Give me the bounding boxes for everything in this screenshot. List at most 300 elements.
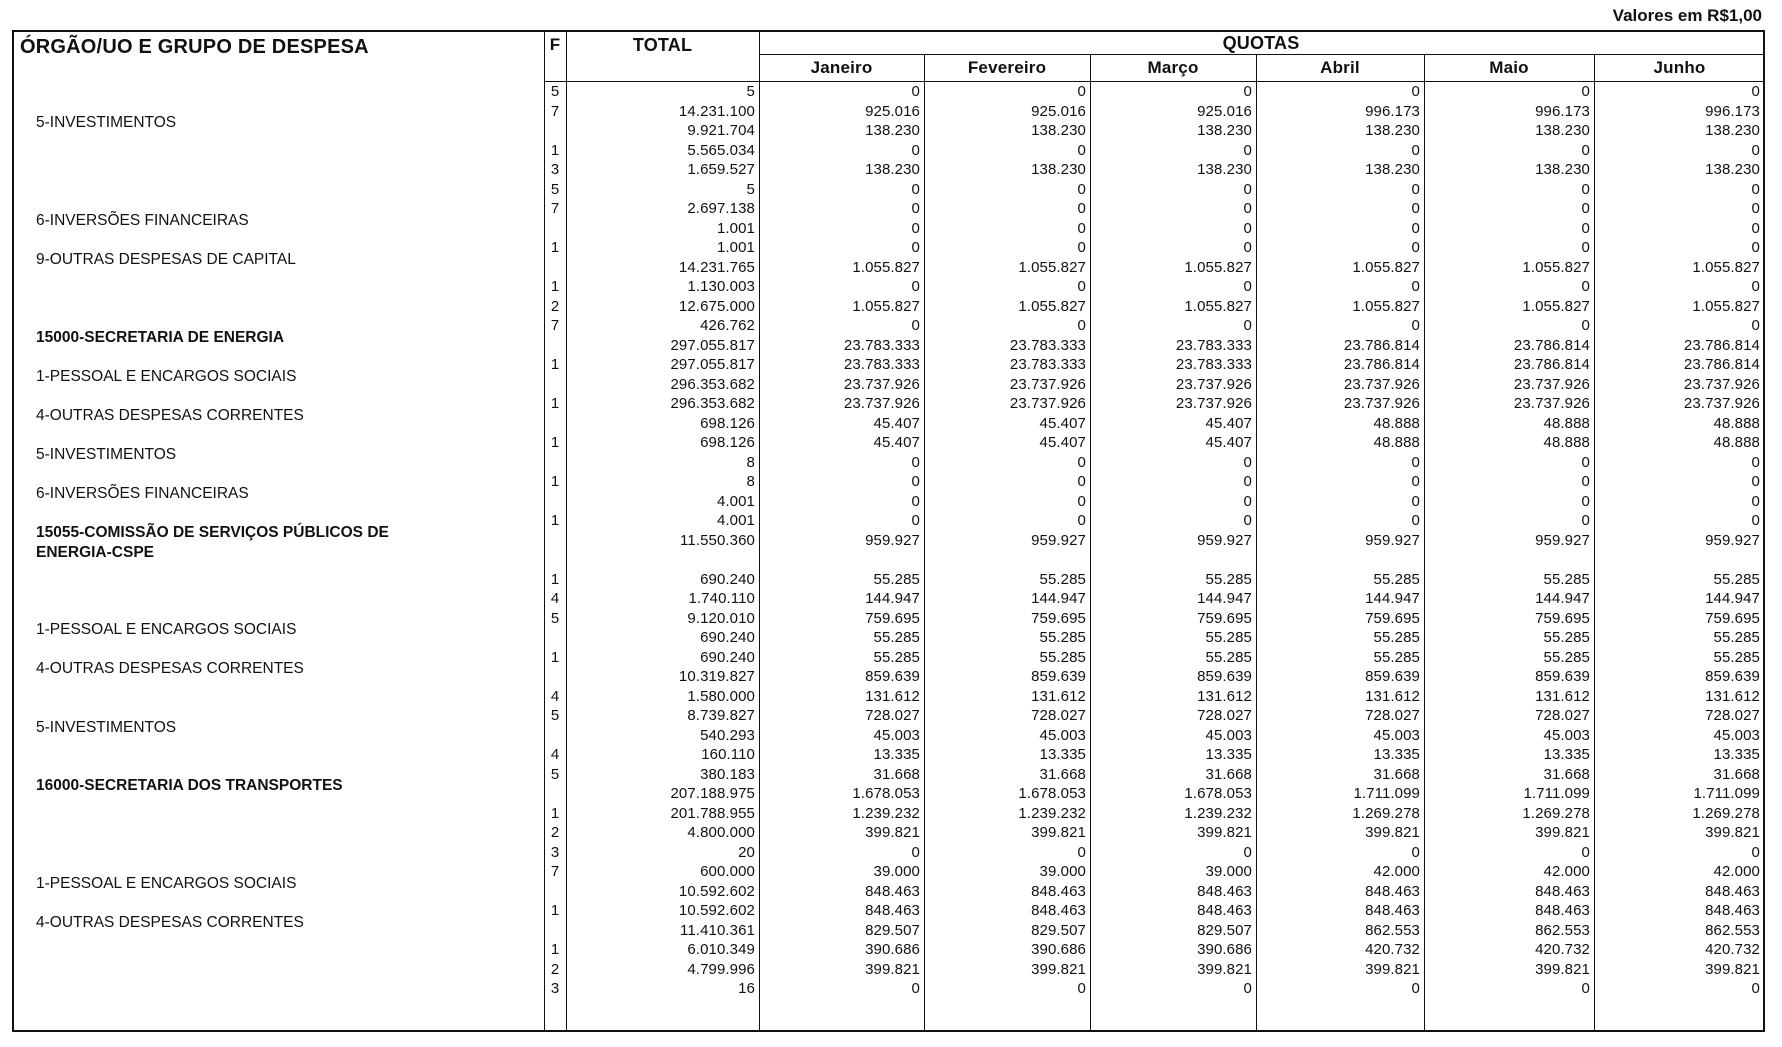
quota-cell: 848.463 (1705, 902, 1760, 919)
quota-cell: 144.947 (1705, 590, 1760, 607)
quota-cell: 55.285 (873, 648, 920, 666)
quota-cell: 829.507 (865, 921, 920, 939)
quota-cell: 0 (1751, 473, 1760, 490)
total-cell: 6.010.349 (687, 941, 755, 958)
header-janeiro: Janeiro (810, 58, 873, 77)
quota-cell: 848.463 (1705, 882, 1760, 900)
quota-cell: 138.230 (865, 122, 920, 139)
total-cell: 2.697.138 (687, 200, 755, 217)
quota-cell: 144.947 (865, 590, 920, 607)
quota-cell: 728.027 (1031, 707, 1086, 724)
total-cell: 10.592.602 (678, 882, 755, 900)
total-cell: 5 (746, 83, 755, 100)
quota-cell: 0 (1411, 492, 1420, 510)
quota-cell: 399.821 (865, 824, 920, 841)
total-cell: 12.675.000 (678, 297, 755, 315)
quota-cell: 0 (911, 473, 920, 490)
quota-cell: 55.285 (1205, 570, 1252, 588)
quota-cell: 131.612 (1705, 687, 1760, 705)
quota-cell: 0 (1751, 980, 1760, 997)
quota-cell: 0 (1411, 141, 1420, 159)
quota-cell: 728.027 (865, 707, 920, 724)
quota-cell: 55.285 (873, 629, 920, 646)
fonte-cell: 4 (550, 687, 560, 705)
quota-cell: 45.407 (1039, 434, 1086, 451)
fonte-cell: 1 (550, 434, 560, 451)
quota-cell: 55.285 (1713, 629, 1760, 646)
quota-cell: 55.285 (1373, 648, 1420, 666)
quota-cell: 23.737.926 (1513, 395, 1590, 412)
units-note: Valores em R$1,00 (1612, 6, 1762, 25)
quota-cell: 23.737.926 (1009, 375, 1086, 393)
quota-cell: 23.737.926 (1343, 375, 1420, 393)
quota-cell: 959.927 (1535, 531, 1590, 549)
quota-cell: 1.055.827 (1352, 258, 1420, 276)
quota-cell: 0 (1411, 843, 1420, 861)
quota-cell: 0 (1581, 317, 1590, 334)
quota-cell: 1.678.053 (852, 785, 920, 802)
quota-cell: 138.230 (1031, 161, 1086, 178)
quota-cell: 23.783.333 (1175, 336, 1252, 354)
quota-cell: 0 (1243, 317, 1252, 334)
quota-cell: 55.285 (1373, 570, 1420, 588)
quota-cell: 138.230 (1535, 122, 1590, 139)
quota-cell: 131.612 (1197, 687, 1252, 705)
quota-cell: 0 (1751, 453, 1760, 471)
quota-cell: 48.888 (1543, 414, 1590, 432)
quota-cell: 728.027 (1365, 707, 1420, 724)
row-label: 15000-SECRETARIA DE ENERGIA (36, 328, 285, 346)
quota-cell: 48.888 (1713, 434, 1760, 451)
total-cell: 1.659.527 (687, 161, 755, 178)
quota-cell: 0 (1751, 141, 1760, 159)
quota-cell: 131.612 (1535, 687, 1590, 705)
quota-cell: 859.639 (1705, 668, 1760, 685)
quota-cell: 848.463 (1197, 882, 1252, 900)
col-divider-fevereiro (924, 54, 925, 1030)
quota-cell: 0 (911, 843, 920, 861)
fonte-cell: 5 (550, 609, 560, 627)
total-cell: 9.921.704 (687, 122, 755, 139)
quota-cell: 862.553 (1535, 921, 1590, 939)
quota-cell: 0 (911, 239, 920, 256)
quota-cell: 728.027 (1705, 707, 1760, 724)
quota-cell: 144.947 (1535, 590, 1590, 607)
fonte-cell: 1 (550, 356, 560, 373)
quota-cell: 925.016 (865, 102, 920, 120)
quota-cell: 138.230 (1365, 161, 1420, 178)
quota-cell: 23.786.814 (1683, 336, 1760, 354)
quota-cell: 55.285 (1713, 570, 1760, 588)
quota-cell: 0 (1411, 180, 1420, 198)
quota-cell: 1.269.278 (1522, 804, 1590, 822)
quota-cell: 23.737.926 (1175, 375, 1252, 393)
quota-cell: 23.786.814 (1343, 356, 1420, 373)
quota-cell: 0 (1581, 278, 1590, 295)
quota-cell: 42.000 (1713, 863, 1760, 880)
quota-cell: 390.686 (865, 941, 920, 958)
quota-cell: 0 (1243, 980, 1252, 997)
col-divider-maio (1424, 54, 1425, 1030)
quota-cell: 0 (911, 200, 920, 217)
quota-cell: 23.786.814 (1343, 336, 1420, 354)
quota-cell: 31.668 (873, 765, 920, 783)
quota-cell: 39.000 (1205, 863, 1252, 880)
quota-cell: 0 (1243, 141, 1252, 159)
total-cell: 5.565.034 (687, 141, 755, 159)
total-cell: 14.231.100 (678, 102, 755, 120)
quota-cell: 1.055.827 (1184, 297, 1252, 315)
quota-cell: 0 (1411, 219, 1420, 237)
quota-cell: 1.239.232 (852, 804, 920, 822)
quota-cell: 0 (1077, 492, 1086, 510)
quota-cell: 0 (911, 492, 920, 510)
quota-cell: 45.407 (1205, 434, 1252, 451)
fonte-cell: 1 (550, 512, 560, 529)
quota-cell: 925.016 (1197, 102, 1252, 120)
quota-cell: 23.737.926 (1343, 395, 1420, 412)
quota-cell: 138.230 (1535, 161, 1590, 178)
quota-cell: 996.173 (1365, 102, 1420, 120)
quota-cell: 859.639 (1365, 668, 1420, 685)
quota-cell: 829.507 (1031, 921, 1086, 939)
quota-cell: 144.947 (1031, 590, 1086, 607)
quota-cell: 0 (1751, 180, 1760, 198)
quota-cell: 0 (911, 453, 920, 471)
col-divider-f (544, 32, 545, 1030)
quota-cell: 31.668 (1205, 765, 1252, 783)
total-cell: 11.410.361 (680, 921, 755, 939)
quota-cell: 399.821 (1705, 824, 1760, 841)
quota-cell: 0 (1243, 200, 1252, 217)
quota-cell: 959.927 (1197, 531, 1252, 549)
quota-cell: 55.285 (1039, 648, 1086, 666)
row-label: 5-INVESTIMENTOS (36, 445, 177, 463)
quota-cell: 0 (1077, 453, 1086, 471)
quota-cell: 55.285 (1543, 570, 1590, 588)
quota-cell: 859.639 (1031, 668, 1086, 685)
quota-cell: 55.285 (1205, 648, 1252, 666)
quota-cell: 399.821 (865, 960, 920, 978)
quota-cell: 13.335 (1373, 746, 1420, 763)
quota-cell: 959.927 (865, 531, 920, 549)
quota-cell: 45.407 (873, 434, 920, 451)
row-label: 4-OUTRAS DESPESAS CORRENTES (36, 913, 304, 931)
quota-cell: 848.463 (1365, 902, 1420, 919)
fonte-cell: 1 (550, 141, 560, 159)
quota-cell: 0 (1751, 317, 1760, 334)
quota-cell: 1.055.827 (1522, 258, 1590, 276)
quota-cell: 0 (1751, 843, 1760, 861)
fonte-cell: 1 (550, 941, 560, 958)
quota-cell: 45.003 (1205, 726, 1252, 744)
total-cell: 1.580.000 (687, 687, 755, 705)
quota-cell: 399.821 (1705, 960, 1760, 978)
row-label: 6-INVERSÕES FINANCEIRAS (36, 484, 249, 502)
quota-cell: 39.000 (873, 863, 920, 880)
fonte-cell: 7 (550, 102, 560, 120)
total-cell: 426.762 (700, 317, 755, 334)
quota-cell: 848.463 (1031, 882, 1086, 900)
quota-cell: 1.711.099 (1523, 785, 1590, 802)
total-cell: 10.592.602 (678, 902, 755, 919)
quota-cell: 0 (1077, 219, 1086, 237)
quota-cell: 0 (1243, 453, 1252, 471)
header-total: TOTAL (632, 35, 693, 55)
fonte-cell: 2 (550, 824, 560, 841)
quota-cell: 0 (1077, 843, 1086, 861)
fonte-cell: 1 (550, 648, 560, 666)
quota-cell: 1.055.827 (1522, 297, 1590, 315)
quota-cell: 390.686 (1197, 941, 1252, 958)
total-cell: 8 (746, 473, 755, 490)
quota-cell: 859.639 (865, 668, 920, 685)
total-cell: 1.001 (716, 239, 755, 256)
quota-cell: 0 (1243, 219, 1252, 237)
quota-cell: 138.230 (1705, 122, 1760, 139)
quota-cell: 0 (1581, 980, 1590, 997)
total-cell: 11.550.360 (680, 531, 755, 549)
quota-cell: 45.003 (873, 726, 920, 744)
quota-cell: 0 (1077, 317, 1086, 334)
quota-cell: 144.947 (1365, 590, 1420, 607)
quota-cell: 1.269.278 (1352, 804, 1420, 822)
quota-cell: 0 (1411, 473, 1420, 490)
total-cell: 296.353.682 (670, 395, 755, 412)
quota-cell: 0 (911, 180, 920, 198)
quota-cell: 42.000 (1373, 863, 1420, 880)
total-cell: 690.240 (700, 648, 755, 666)
fonte-cell: 1 (550, 570, 560, 588)
quota-cell: 1.239.232 (1018, 804, 1086, 822)
quota-cell: 1.055.827 (1184, 258, 1252, 276)
quota-cell: 23.783.333 (1009, 336, 1086, 354)
col-divider-janeiro (759, 32, 760, 1030)
quota-cell: 0 (1243, 492, 1252, 510)
fonte-cell: 5 (550, 707, 560, 724)
quota-cell: 0 (1751, 239, 1760, 256)
quota-cell: 0 (1751, 512, 1760, 529)
quota-cell: 848.463 (865, 902, 920, 919)
quota-cell: 144.947 (1197, 590, 1252, 607)
quota-cell: 23.783.333 (1009, 356, 1086, 373)
quota-cell: 23.737.926 (1513, 375, 1590, 393)
total-cell: 1.001 (716, 219, 755, 237)
quota-cell: 0 (1581, 473, 1590, 490)
quota-cell: 13.335 (873, 746, 920, 763)
total-cell: 14.231.765 (678, 258, 755, 276)
quota-cell: 420.732 (1705, 941, 1760, 958)
quota-cell: 0 (911, 512, 920, 529)
quota-cell: 0 (1077, 239, 1086, 256)
quota-cell: 23.737.926 (1175, 395, 1252, 412)
quota-cell: 23.783.333 (843, 336, 920, 354)
quota-cell: 0 (1243, 180, 1252, 198)
quota-cell: 859.639 (1535, 668, 1590, 685)
quota-cell: 45.003 (1543, 726, 1590, 744)
quota-cell: 0 (1581, 453, 1590, 471)
fonte-cell: 1 (550, 278, 560, 295)
quota-cell: 848.463 (1535, 882, 1590, 900)
quota-cell: 31.668 (1039, 765, 1086, 783)
total-cell: 9.120.010 (687, 609, 755, 627)
quota-cell: 39.000 (1039, 863, 1086, 880)
quota-cell: 0 (1243, 473, 1252, 490)
quota-cell: 0 (1751, 219, 1760, 237)
quota-cell: 0 (1581, 843, 1590, 861)
total-cell: 1.740.110 (688, 590, 755, 607)
row-label: 15055-COMISSÃO DE SERVIÇOS PÚBLICOS DE ENERGIA-CSPE (36, 523, 389, 561)
total-cell: 4.800.000 (687, 824, 755, 841)
quota-cell: 0 (1077, 200, 1086, 217)
fonte-cell: 7 (550, 863, 560, 880)
quota-cell: 23.737.926 (843, 375, 920, 393)
fonte-cell: 3 (550, 980, 560, 997)
row-label: 1-PESSOAL E ENCARGOS SOCIAIS (36, 621, 297, 638)
quota-cell: 759.695 (1365, 609, 1420, 627)
quota-cell: 390.686 (1031, 941, 1086, 958)
quota-cell: 399.821 (1197, 960, 1252, 978)
total-cell: 8.739.827 (687, 707, 755, 724)
total-cell: 16 (738, 980, 755, 997)
row-label: 4-OUTRAS DESPESAS CORRENTES (36, 406, 304, 424)
quota-cell: 759.695 (1535, 609, 1590, 627)
col-divider-total (566, 32, 567, 1030)
total-cell: 207.188.975 (670, 785, 755, 802)
total-cell: 600.000 (700, 863, 755, 880)
quota-cell: 55.285 (1543, 629, 1590, 646)
quota-cell: 1.711.099 (1693, 785, 1760, 802)
total-cell: 1.130.003 (687, 278, 755, 295)
budget-table (12, 30, 1765, 1032)
quota-cell: 48.888 (1543, 434, 1590, 451)
quota-cell: 0 (1751, 492, 1760, 510)
quota-cell: 399.821 (1197, 824, 1252, 841)
quota-cell: 138.230 (1705, 161, 1760, 178)
quota-cell: 0 (1243, 843, 1252, 861)
quota-cell: 45.003 (1373, 726, 1420, 744)
row-label: 16000-SECRETARIA DOS TRANSPORTES (36, 777, 343, 794)
quota-cell: 0 (1077, 278, 1086, 295)
quota-cell: 420.732 (1535, 941, 1590, 958)
row-label: 1-PESSOAL E ENCARGOS SOCIAIS (36, 367, 297, 385)
total-cell: 10.319.827 (678, 668, 755, 685)
header-f: F (549, 35, 561, 54)
quota-cell: 848.463 (1535, 902, 1590, 919)
quota-cell: 0 (1411, 278, 1420, 295)
quota-cell: 1.055.827 (1692, 297, 1760, 315)
quota-cell: 1.055.827 (1018, 297, 1086, 315)
quota-cell: 859.639 (1197, 668, 1252, 685)
quota-cell: 48.888 (1373, 414, 1420, 432)
quota-cell: 138.230 (1197, 122, 1252, 139)
header-quotas: QUOTAS (1222, 33, 1300, 53)
quota-cell: 1.678.053 (1018, 785, 1086, 802)
quota-cell: 23.737.926 (1683, 375, 1760, 393)
header-abril: Abril (1320, 58, 1360, 77)
quota-cell: 759.695 (1705, 609, 1760, 627)
quota-cell: 0 (911, 219, 920, 237)
quota-cell: 23.737.926 (1683, 395, 1760, 412)
quota-cell: 0 (1077, 473, 1086, 490)
col-divider-marco (1090, 54, 1091, 1030)
quota-cell: 42.000 (1543, 863, 1590, 880)
quota-cell: 399.821 (1031, 960, 1086, 978)
quota-cell: 399.821 (1535, 824, 1590, 841)
header-maio: Maio (1489, 58, 1529, 77)
quota-cell: 23.783.333 (843, 356, 920, 373)
total-cell: 20 (738, 843, 755, 861)
fonte-cell: 5 (550, 83, 560, 100)
quota-cell: 728.027 (1535, 707, 1590, 724)
row-label: 9-OUTRAS DESPESAS DE CAPITAL (36, 250, 296, 268)
quota-cell: 829.507 (1197, 921, 1252, 939)
quota-cell: 0 (1411, 512, 1420, 529)
total-cell: 698.126 (700, 414, 755, 432)
quota-cell: 23.737.926 (1009, 395, 1086, 412)
quota-cell: 1.711.099 (1353, 785, 1420, 802)
quota-cell: 0 (1077, 180, 1086, 198)
quota-cell: 0 (1581, 141, 1590, 159)
quota-cell: 23.783.333 (1175, 356, 1252, 373)
quota-cell: 138.230 (1365, 122, 1420, 139)
quota-cell: 0 (1581, 180, 1590, 198)
quota-cell: 848.463 (865, 882, 920, 900)
quota-cell: 0 (1411, 83, 1420, 100)
quota-cell: 0 (1751, 83, 1760, 100)
quota-cell: 138.230 (1197, 161, 1252, 178)
quota-cell: 1.678.053 (1184, 785, 1252, 802)
quota-cell: 13.335 (1039, 746, 1086, 763)
quota-cell: 55.285 (1039, 629, 1086, 646)
quota-cell: 55.285 (1205, 629, 1252, 646)
total-cell: 297.055.817 (670, 336, 755, 354)
fonte-cell: 4 (550, 590, 560, 607)
quota-cell: 1.055.827 (1692, 258, 1760, 276)
quota-cell: 45.003 (1713, 726, 1760, 744)
quota-cell: 959.927 (1705, 531, 1760, 549)
fonte-cell: 5 (550, 765, 560, 783)
quota-cell: 0 (911, 278, 920, 295)
quota-cell: 959.927 (1031, 531, 1086, 549)
total-cell: 4.799.996 (687, 960, 755, 978)
total-cell: 698.126 (700, 434, 755, 451)
quota-cell: 138.230 (1031, 122, 1086, 139)
quota-cell: 0 (1751, 200, 1760, 217)
col-divider-abril (1256, 54, 1257, 1030)
quota-cell: 0 (1077, 141, 1086, 159)
quota-cell: 759.695 (1031, 609, 1086, 627)
quota-cell: 45.407 (1205, 414, 1252, 432)
total-cell: 4.001 (716, 512, 755, 529)
quota-cell: 55.285 (1373, 629, 1420, 646)
quota-cell: 0 (1581, 239, 1590, 256)
quota-cell: 45.407 (873, 414, 920, 432)
quota-cell: 996.173 (1705, 102, 1760, 120)
fonte-cell: 1 (550, 804, 560, 822)
quota-cell: 0 (1581, 512, 1590, 529)
quota-cell: 0 (911, 83, 920, 100)
total-cell: 380.183 (700, 765, 755, 783)
row-label: 4-OUTRAS DESPESAS CORRENTES (36, 660, 304, 677)
fonte-cell: 4 (550, 746, 560, 763)
quota-cell: 0 (1243, 278, 1252, 295)
quota-cell: 45.407 (1039, 414, 1086, 432)
quota-cell: 399.821 (1535, 960, 1590, 978)
header-orgao: ÓRGÃO/UO E GRUPO DE DESPESA (20, 36, 369, 58)
quota-cell: 1.239.232 (1184, 804, 1252, 822)
total-cell: 8 (746, 453, 755, 471)
